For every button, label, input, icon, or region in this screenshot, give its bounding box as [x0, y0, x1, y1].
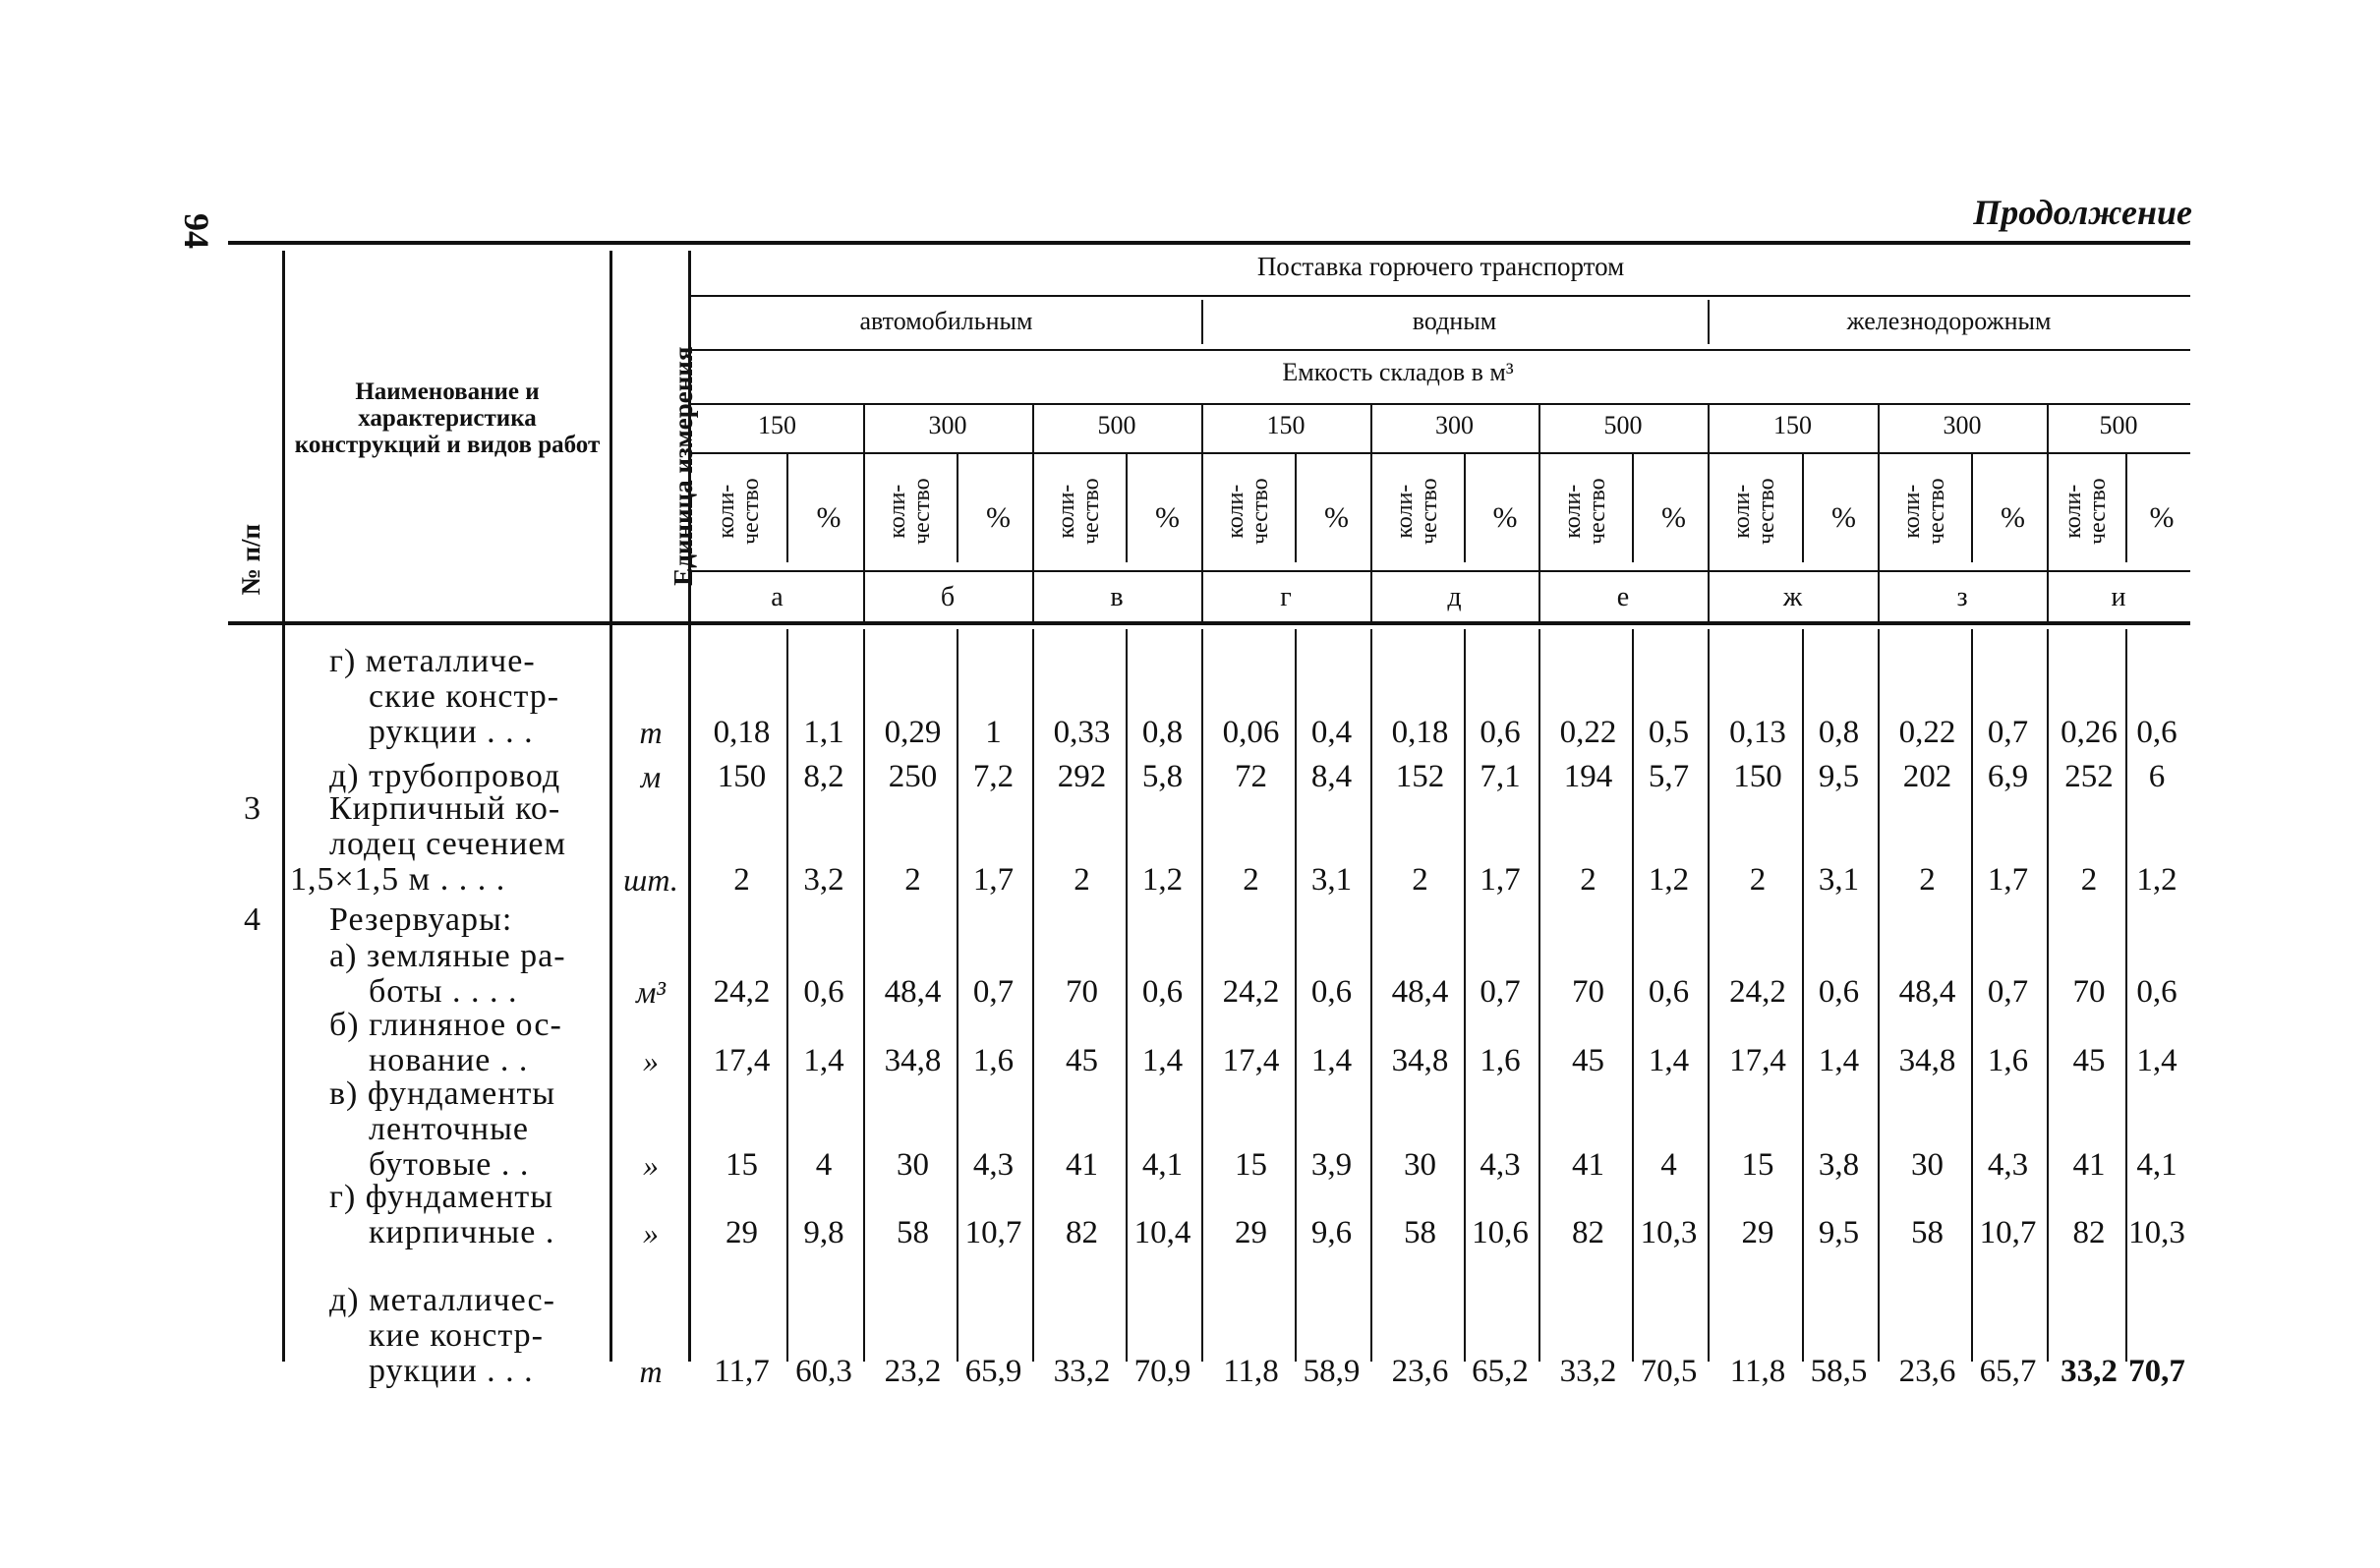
- table-cell: 3,9: [1310, 1147, 1353, 1183]
- rule: [1201, 629, 1203, 1362]
- header-volume-3: 150: [1266, 411, 1306, 439]
- row-name-line: Резервуары:: [329, 901, 513, 938]
- rule: [1632, 454, 1634, 562]
- table-cell: 1,2: [1648, 862, 1690, 898]
- header-volume-5: 500: [1603, 411, 1643, 439]
- table-cell: 23,6: [1898, 1354, 1956, 1389]
- table-cell: 30: [1404, 1147, 1436, 1183]
- header-qty-label: коли- чество: [1222, 478, 1273, 546]
- table-cell: 4,1: [2136, 1147, 2177, 1183]
- table-cell: 10,3: [2128, 1215, 2185, 1250]
- header-pct-label: %: [2149, 501, 2175, 534]
- table-cell: 33,2: [2061, 1354, 2118, 1389]
- table-cell: 15: [1235, 1147, 1267, 1183]
- table-cell: 3,8: [1818, 1147, 1860, 1183]
- table-cell: 33,2: [1053, 1354, 1111, 1389]
- page-number: 94: [177, 213, 216, 249]
- table-cell: 11,8: [1223, 1354, 1279, 1389]
- table-cell: 72: [1235, 759, 1267, 794]
- rule: [786, 454, 788, 562]
- table-cell: 0,6: [1818, 974, 1860, 1010]
- header-volume-6: 150: [1773, 411, 1812, 439]
- header-letter-6: ж: [1782, 582, 1803, 612]
- table-cell: 6: [2148, 759, 2166, 794]
- row-name-line: 1,5×1,5 м . . . .: [290, 861, 506, 898]
- header-pct-label: %: [1661, 501, 1686, 534]
- rule: [691, 570, 2190, 572]
- table-cell: 252: [2064, 759, 2114, 794]
- table-cell: 34,8: [1391, 1043, 1449, 1078]
- header-letter-8: и: [2111, 582, 2126, 612]
- rule: [957, 454, 958, 562]
- header-volume-4: 300: [1435, 411, 1474, 439]
- table-cell: 33,2: [1559, 1354, 1617, 1389]
- table-cell: 60,3: [795, 1354, 852, 1389]
- table-cell: 41: [1572, 1147, 1604, 1183]
- table-cell: 9,5: [1818, 1215, 1860, 1250]
- row-name-line: кирпичные .: [369, 1214, 555, 1250]
- rule: [691, 403, 2190, 405]
- header-volume-7: 300: [1943, 411, 1982, 439]
- header-num: № п/п: [235, 523, 265, 596]
- table-cell: 0,5: [1648, 715, 1690, 750]
- table-cell: 0,22: [1898, 715, 1956, 750]
- rule: [1708, 629, 1710, 1362]
- rule: [228, 621, 2190, 625]
- table-cell: 0,22: [1559, 715, 1617, 750]
- row-name-line: а) земляные ра-: [329, 938, 566, 974]
- header-pct-label: %: [1492, 501, 1518, 534]
- header-letter-3: г: [1280, 582, 1292, 612]
- table-cell: 0,18: [713, 715, 771, 750]
- table-cell: 1,6: [1987, 1043, 2029, 1078]
- table-cell: 1,1: [803, 715, 844, 750]
- rule: [1878, 629, 1880, 1362]
- row-name-line: рукции . . .: [369, 714, 534, 750]
- table-cell: 4: [1660, 1147, 1677, 1183]
- table-cell: 58,5: [1810, 1354, 1868, 1389]
- table-cell: 23,2: [884, 1354, 942, 1389]
- header-pct-label: %: [2001, 501, 2025, 534]
- table-cell: 2: [1580, 862, 1596, 898]
- table-cell: 58: [1911, 1215, 1944, 1250]
- table-cell: 0,29: [884, 715, 942, 750]
- table-cell: 3,1: [1310, 862, 1353, 898]
- table-cell: 17,4: [1222, 1043, 1280, 1078]
- row-name-line: в) фундаменты: [329, 1075, 556, 1112]
- table-cell: 9,6: [1310, 1215, 1353, 1250]
- rule: [1370, 629, 1372, 1362]
- table-cell: 82: [1572, 1215, 1604, 1250]
- table-cell: 0,33: [1053, 715, 1111, 750]
- header-qty-label: коли- чество: [713, 478, 764, 546]
- header-transport-2: железнодорожным: [1846, 307, 2052, 335]
- table-cell: 65,9: [964, 1354, 1022, 1389]
- row-unit: »: [643, 1147, 659, 1183]
- rule: [1538, 629, 1540, 1362]
- rule: [691, 295, 2190, 297]
- table-cell: 48,4: [884, 974, 942, 1010]
- table-cell: 10,4: [1133, 1215, 1191, 1250]
- table-cell: 10,6: [1472, 1215, 1529, 1250]
- row-name-line: бутовые . .: [369, 1146, 530, 1183]
- row-unit: т: [639, 1354, 663, 1389]
- table-cell: 1,4: [2136, 1043, 2177, 1078]
- row-unit: м: [640, 759, 662, 794]
- table-cell: 1,7: [972, 862, 1015, 898]
- table-cell: 0,06: [1222, 715, 1280, 750]
- row-name-line: г) металличе-: [329, 643, 536, 679]
- table-cell: 1,4: [803, 1043, 844, 1078]
- table-cell: 0,7: [1987, 974, 2029, 1010]
- rule: [863, 629, 865, 1362]
- table-cell: 41: [1066, 1147, 1098, 1183]
- table-cell: 17,4: [1729, 1043, 1786, 1078]
- table-cell: 3,1: [1818, 862, 1860, 898]
- table-cell: 9,8: [803, 1215, 844, 1250]
- rule: [610, 251, 612, 1362]
- table-cell: 29: [1741, 1215, 1774, 1250]
- row-unit: шт.: [623, 862, 678, 898]
- table-cell: 4,3: [1987, 1147, 2029, 1183]
- header-capacity: Емкость складов в м³: [1282, 358, 1514, 386]
- rule: [1126, 454, 1128, 562]
- table-cell: 17,4: [713, 1043, 771, 1078]
- table-cell: 5,7: [1648, 759, 1690, 794]
- header-letter-7: з: [1956, 582, 1968, 612]
- table-cell: 45: [1066, 1043, 1098, 1078]
- header-volume-0: 150: [758, 411, 796, 439]
- table-cell: 250: [888, 759, 938, 794]
- header-letter-0: а: [771, 582, 784, 612]
- table-cell: 0,7: [972, 974, 1015, 1010]
- table-cell: 30: [1911, 1147, 1944, 1183]
- table-cell: 0,6: [1648, 974, 1690, 1010]
- table-cell: 4,1: [1141, 1147, 1184, 1183]
- row-number: 4: [244, 901, 261, 938]
- table-cell: 30: [897, 1147, 929, 1183]
- table-cell: 70,5: [1640, 1354, 1698, 1389]
- header-pct-label: %: [1324, 501, 1349, 534]
- rule: [691, 349, 2190, 351]
- rule: [1464, 454, 1466, 562]
- table-cell: 6,9: [1987, 759, 2029, 794]
- table-cell: 2: [1412, 862, 1428, 898]
- table-cell: 11,7: [714, 1354, 770, 1389]
- table-cell: 24,2: [713, 974, 771, 1010]
- table-cell: 150: [717, 759, 767, 794]
- table-cell: 4: [815, 1147, 833, 1183]
- header-pct-label: %: [816, 501, 842, 534]
- row-name-line: г) фундаменты: [329, 1179, 554, 1215]
- row-name-line: д) трубопровод: [329, 758, 561, 794]
- table-cell: 10,7: [964, 1215, 1022, 1250]
- table-cell: 202: [1902, 759, 1952, 794]
- table-cell: 48,4: [1898, 974, 1956, 1010]
- table-cell: 65,7: [1979, 1354, 2037, 1389]
- table-cell: 0,6: [1141, 974, 1184, 1010]
- rule: [1032, 629, 1034, 1362]
- row-name-line: кие констр-: [369, 1317, 544, 1354]
- rule: [2047, 629, 2049, 1362]
- table-cell: 0,6: [2136, 974, 2177, 1010]
- row-name-line: нование . .: [369, 1042, 529, 1078]
- table-cell: 34,8: [884, 1043, 942, 1078]
- table-cell: 82: [2072, 1215, 2106, 1250]
- header-pct-label: %: [1155, 501, 1180, 534]
- table-cell: 58: [1404, 1215, 1436, 1250]
- rule: [1802, 454, 1804, 562]
- table-cell: 3,2: [803, 862, 844, 898]
- row-unit: »: [643, 1215, 659, 1250]
- row-name-line: б) глиняное ос-: [329, 1007, 562, 1043]
- table-cell: 24,2: [1222, 974, 1280, 1010]
- table-cell: 194: [1563, 759, 1613, 794]
- header-transport-1: водным: [1412, 307, 1497, 335]
- table-cell: 0,6: [2136, 715, 2177, 750]
- table-cell: 1,2: [2136, 862, 2177, 898]
- table-cell: 1,2: [1141, 862, 1184, 898]
- table-cell: 0,8: [1818, 715, 1860, 750]
- table-cell: 2: [904, 862, 921, 898]
- table-cell: 2: [733, 862, 750, 898]
- table-cell: 150: [1733, 759, 1782, 794]
- header-letter-5: е: [1616, 582, 1630, 612]
- row-name-line: боты . . . .: [369, 973, 518, 1010]
- table-cell: 58: [897, 1215, 929, 1250]
- table-cell: 0,18: [1391, 715, 1449, 750]
- header-unit: Единица измерения: [668, 346, 698, 586]
- table-cell: 1: [985, 715, 1002, 750]
- rule: [2125, 454, 2127, 562]
- row-name-line: ские констр-: [369, 678, 560, 715]
- table-cell: 5,8: [1141, 759, 1184, 794]
- table-cell: 2: [1243, 862, 1259, 898]
- table-cell: 4,3: [972, 1147, 1015, 1183]
- header-name: Наименование и характеристика конструкций и видов работ: [294, 378, 601, 458]
- table-cell: 70: [2072, 974, 2106, 1010]
- table-cell: 0,7: [1987, 715, 2029, 750]
- header-pct-label: %: [1831, 501, 1856, 534]
- row-unit: т: [639, 715, 663, 750]
- header-qty-label: коли- чество: [1559, 478, 1610, 546]
- header-delivery: Поставка горючего транспортом: [1256, 252, 1625, 281]
- table-cell: 0,6: [1310, 974, 1353, 1010]
- table-cell: 70,9: [1133, 1354, 1191, 1389]
- table-cell: 1,6: [972, 1043, 1015, 1078]
- table-cell: 45: [1572, 1043, 1604, 1078]
- table-cell: 0,26: [2061, 715, 2118, 750]
- table-cell: 0,13: [1729, 715, 1786, 750]
- row-name-line: лодец сечением: [329, 826, 567, 862]
- rule: [1295, 454, 1297, 562]
- header-transport-0: автомобильным: [859, 307, 1033, 335]
- table-cell: 0,7: [1480, 974, 1521, 1010]
- table-cell: 15: [726, 1147, 758, 1183]
- table-cell: 65,2: [1472, 1354, 1529, 1389]
- row-unit: м³: [635, 974, 666, 1010]
- table-cell: 292: [1057, 759, 1107, 794]
- table-cell: 29: [1235, 1215, 1267, 1250]
- table-cell: 24,2: [1729, 974, 1786, 1010]
- table-cell: 2: [1074, 862, 1090, 898]
- header-qty-label: коли- чество: [1053, 478, 1104, 546]
- table-cell: 0,4: [1310, 715, 1353, 750]
- row-number: 3: [244, 790, 261, 827]
- table-cell: 7,2: [972, 759, 1015, 794]
- table-cell: 1,6: [1480, 1043, 1521, 1078]
- table-cell: 0,6: [803, 974, 844, 1010]
- header-qty-label: коли- чество: [1898, 478, 1949, 546]
- table-cell: 2: [1919, 862, 1936, 898]
- table-cell: 58,9: [1303, 1354, 1361, 1389]
- table-cell: 4,3: [1480, 1147, 1521, 1183]
- table-cell: 10,3: [1640, 1215, 1698, 1250]
- header-qty-label: коли- чество: [1728, 478, 1779, 546]
- row-name-line: Кирпичный ко-: [329, 790, 561, 827]
- table-cell: 1,4: [1818, 1043, 1860, 1078]
- header-volume-2: 500: [1097, 411, 1136, 439]
- table-cell: 8,4: [1310, 759, 1353, 794]
- table-cell: 2: [1749, 862, 1767, 898]
- table-cell: 70: [1572, 974, 1604, 1010]
- row-name-line: д) металличес-: [329, 1282, 555, 1318]
- table-cell: 70,7: [2128, 1354, 2185, 1389]
- header-letter-1: б: [940, 582, 956, 612]
- table-cell: 1,4: [1310, 1043, 1353, 1078]
- table-cell: 10,7: [1979, 1215, 2037, 1250]
- table-cell: 1,4: [1648, 1043, 1690, 1078]
- rule: [691, 452, 2190, 454]
- table-cell: 2: [2080, 862, 2098, 898]
- table-cell: 1,4: [1141, 1043, 1184, 1078]
- continuation-label: Продолжение: [1973, 193, 2192, 232]
- rule: [1971, 454, 1973, 562]
- header-volume-8: 500: [2099, 411, 2138, 439]
- table-cell: 82: [1066, 1215, 1098, 1250]
- row-name-line: ленточные: [369, 1111, 530, 1147]
- table-cell: 9,5: [1818, 759, 1860, 794]
- header-qty-label: коли- чество: [884, 478, 935, 546]
- table-cell: 152: [1395, 759, 1445, 794]
- table-cell: 29: [726, 1215, 758, 1250]
- table-cell: 34,8: [1898, 1043, 1956, 1078]
- table-cell: 15: [1741, 1147, 1774, 1183]
- header-qty-label: коли- чество: [2060, 478, 2111, 546]
- table-cell: 48,4: [1391, 974, 1449, 1010]
- header-letter-4: д: [1447, 582, 1462, 612]
- table-cell: 45: [2072, 1043, 2106, 1078]
- header-qty-label: коли- чество: [1391, 478, 1442, 546]
- table-cell: 41: [2072, 1147, 2106, 1183]
- table-cell: 8,2: [803, 759, 844, 794]
- header-pct-label: %: [986, 501, 1011, 534]
- row-name-line: рукции . . .: [369, 1353, 534, 1389]
- table-cell: 0,8: [1141, 715, 1184, 750]
- table-cell: 23,6: [1391, 1354, 1449, 1389]
- table-cell: 1,7: [1480, 862, 1521, 898]
- header-letter-2: в: [1110, 582, 1124, 612]
- row-unit: »: [643, 1043, 659, 1078]
- table-cell: 11,8: [1729, 1354, 1786, 1389]
- rule: [228, 241, 2190, 245]
- header-volume-1: 300: [928, 411, 967, 439]
- table-cell: 70: [1066, 974, 1098, 1010]
- table-cell: 0,6: [1480, 715, 1521, 750]
- table-cell: 7,1: [1480, 759, 1521, 794]
- table-cell: 1,7: [1987, 862, 2029, 898]
